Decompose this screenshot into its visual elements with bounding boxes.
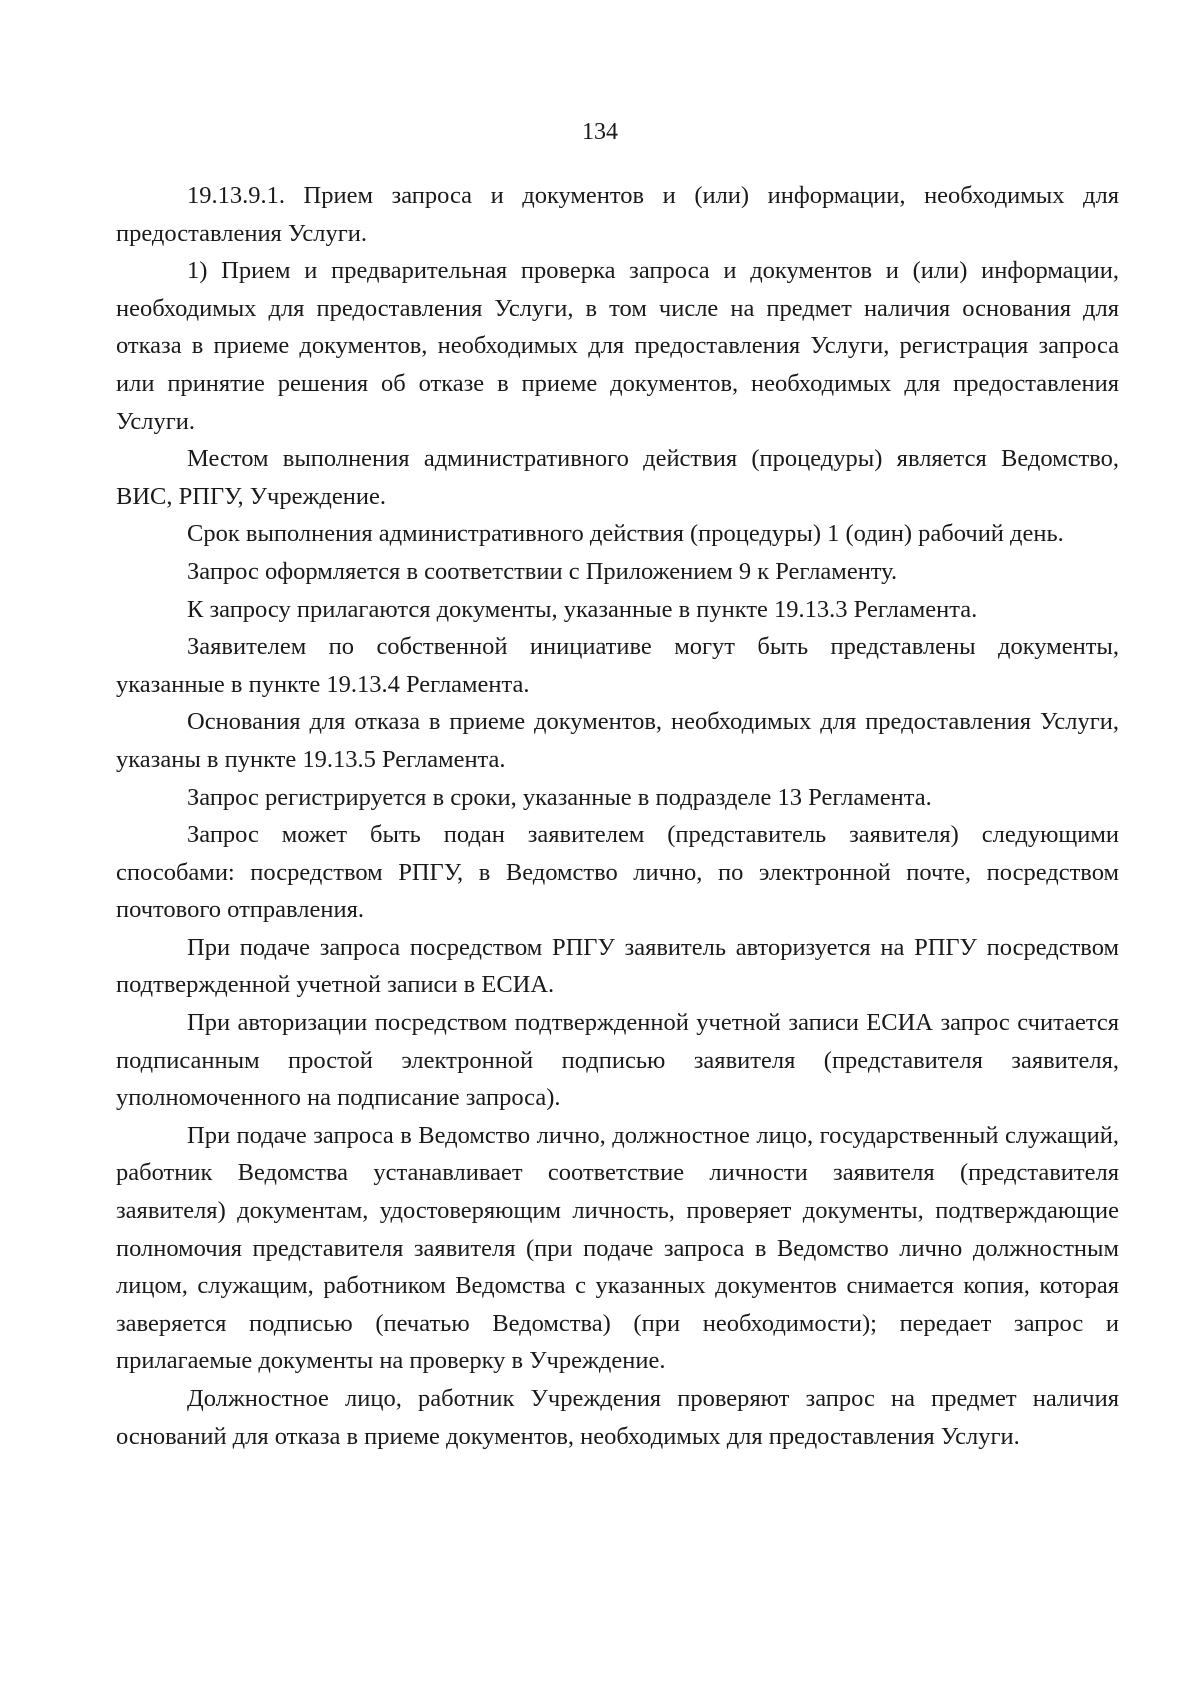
paragraph-place: Местом выполнения административного действия (процедуры) является Ведомство, ВИС, РПГУ, Учреждение. bbox=[116, 445, 1119, 510]
paragraph-registration: Запрос регистрируется в сроки, указанные в подразделе 13 Регламента. bbox=[187, 783, 932, 811]
paragraph-term: Срок выполнения административного действия (процедуры) 1 (один) рабочий день. bbox=[187, 520, 1064, 548]
paragraph-attached-documents: К запросу прилагаются документы, указанные в пункте 19.13.3 Регламента. bbox=[187, 595, 978, 623]
paragraph-rpgu-auth: При подаче запроса посредством РПГУ заявитель авторизуется на РПГУ посредством подтвержденной учетной записи в ЕСИА. bbox=[116, 933, 1119, 999]
paragraph-in-person: При подаче запроса в Ведомство лично, должностное лицо, государственный служащий, работник Ведомства устанавливает соответствие личности заявителя (представителя заявителя) документам, удостоверяющим личность, проверяет документы, подтверждающие полномочия представителя заявителя (при подаче запроса в Ведомство лично должностным лицом, служащим, работником Ведомства с указанных документов снимается копия, которая заверяется подписью (печатью Ведомства) (при необходимости); передает запрос и прилагаемые документы на проверку в Учреждение. bbox=[116, 1121, 1119, 1375]
paragraph-own-initiative: Заявителем по собственной инициативе могут быть представлены документы, указанные в пункте 19.13.4 Регламента. bbox=[116, 633, 1119, 698]
paragraph-item-1: 1) Прием и предварительная проверка запроса и документов и (или) информации, необходимых для предоставления Услуги, в том числе на предмет наличия основания для отказа в приеме документов, необходимых для предоставления Услуги, регистрация запроса или принятие решения об отказе в приеме документов, необходимых для предоставления Услуги. bbox=[116, 257, 1119, 435]
page-number: 134 bbox=[582, 119, 618, 145]
paragraph-institution-check: Должностное лицо, работник Учреждения проверяют запрос на предмет наличия оснований для отказа в приеме документов, необходимых для предоставления Услуги. bbox=[116, 1385, 1119, 1450]
paragraph-section-heading: 19.13.9.1. Прием запроса и документов и (или) информации, необходимых для предоставления Услуги. bbox=[116, 182, 1119, 247]
document-body bbox=[116, 177, 1119, 1455]
paragraph-esia-signature: При авторизации посредством подтвержденной учетной записи ЕСИА запрос считается подписанным простой электронной подписью заявителя (представителя заявителя, уполномоченного на подписание запроса). bbox=[116, 1009, 1119, 1112]
paragraph-refusal-grounds: Основания для отказа в приеме документов, необходимых для предоставления Услуги, указаны в пункте 19.13.5 Регламента. bbox=[116, 708, 1119, 773]
paragraph-request-form: Запрос оформляется в соответствии с Приложением 9 к Регламенту. bbox=[187, 557, 898, 585]
paragraph-submission-methods: Запрос может быть подан заявителем (представитель заявителя) следующими способами: посредством РПГУ, в Ведомство лично, по электронной почте, посредством почтового отправления. bbox=[116, 821, 1119, 924]
